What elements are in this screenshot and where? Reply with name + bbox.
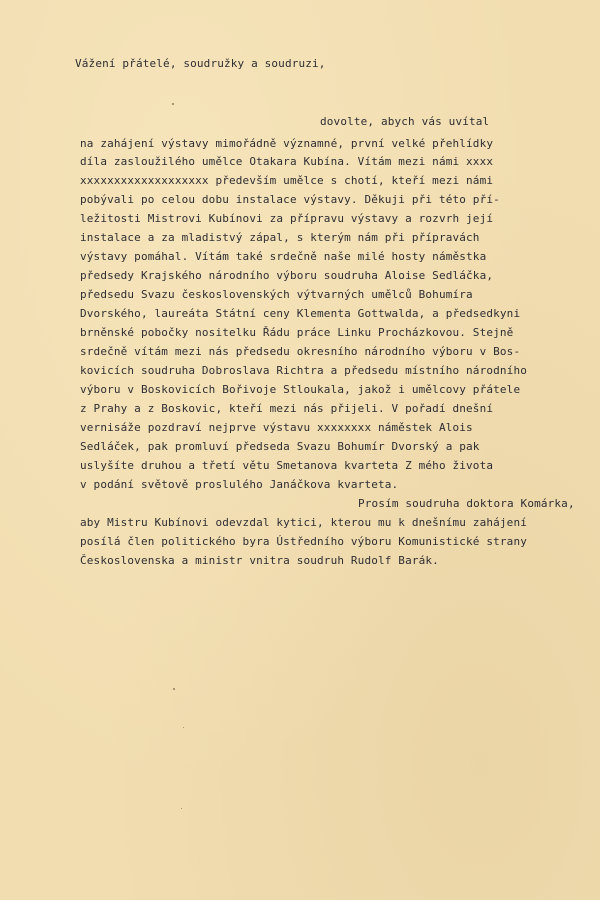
- text-line: Sedláček, pak promluví předseda Svazu Bohumír Dvorský a pak: [80, 440, 480, 453]
- text-line: dovolte, abych vás uvítal: [320, 115, 490, 128]
- text-line: na zahájení výstavy mimořádně významné, první velké přehlídky: [80, 137, 494, 150]
- text-line: vernisáže pozdraví nejprve výstavu xxxxxxxx náměstek Alois: [80, 421, 473, 434]
- paper-speck: [181, 808, 182, 809]
- paper-speck: [183, 727, 184, 728]
- text-line: brněnské pobočky nositelku Řádu práce Linku Procházkovou. Stejně: [80, 326, 514, 339]
- text-line: kovicích soudruha Dobroslava Richtra a předsedu místního národního: [80, 364, 527, 377]
- text-line: xxxxxxxxxxxxxxxxxxx především umělce s chotí, kteří mezi námi: [80, 174, 494, 187]
- text-line: srdečně vítám mezi nás předsedu okresního národního výboru v Bos-: [80, 345, 521, 358]
- text-line: předsedy Krajského národního výboru soudruha Aloise Sedláčka,: [80, 269, 494, 282]
- text-line: aby Mistru Kubínovi odevzdal kytici, kterou mu k dnešnímu zahájení: [80, 516, 527, 529]
- text-line: díla zasloužilého umělce Otakara Kubína. Vítám mezi námi xxxx: [80, 155, 494, 168]
- text-line: Prosím soudruha doktora Komárka,: [358, 497, 575, 510]
- paper-speck: [173, 688, 175, 690]
- text-line: Dvorského, laureáta Státní ceny Klementa Gottwalda, a předsedkyni: [80, 307, 521, 320]
- text-line: předsedu Svazu československých výtvarných umělců Bohumíra: [80, 288, 473, 301]
- salutation: Vážení přátelé, soudružky a soudruzi,: [75, 57, 326, 70]
- text-line: v podání světově proslulého Janáčkova kvarteta.: [80, 478, 399, 491]
- text-line: instalace a za mladistvý zápal, s kterým nám při přípravách: [80, 231, 480, 244]
- text-line: z Prahy a z Boskovic, kteří mezi nás přijeli. V pořadí dnešní: [80, 402, 494, 415]
- text-line: uslyšíte druhou a třetí větu Smetanova kvarteta Z mého života: [80, 459, 494, 472]
- text-line: ležitosti Mistrovi Kubínovi za přípravu výstavy a rozvrh její: [80, 212, 494, 225]
- paper-speck: [172, 103, 174, 105]
- text-line: výboru v Boskovicích Bořivoje Stloukala, jakož i umělcovy přátele: [80, 383, 521, 396]
- text-line: Československa a ministr vnitra soudruh Rudolf Barák.: [80, 554, 439, 567]
- text-line: pobývali po celou dobu instalace výstavy. Děkuji při této pří-: [80, 193, 500, 206]
- text-line: výstavy pomáhal. Vítám také srdečně naše milé hosty náměstka: [80, 250, 487, 263]
- text-line: posílá člen politického byra Ústředního výboru Komunistické strany: [80, 535, 527, 548]
